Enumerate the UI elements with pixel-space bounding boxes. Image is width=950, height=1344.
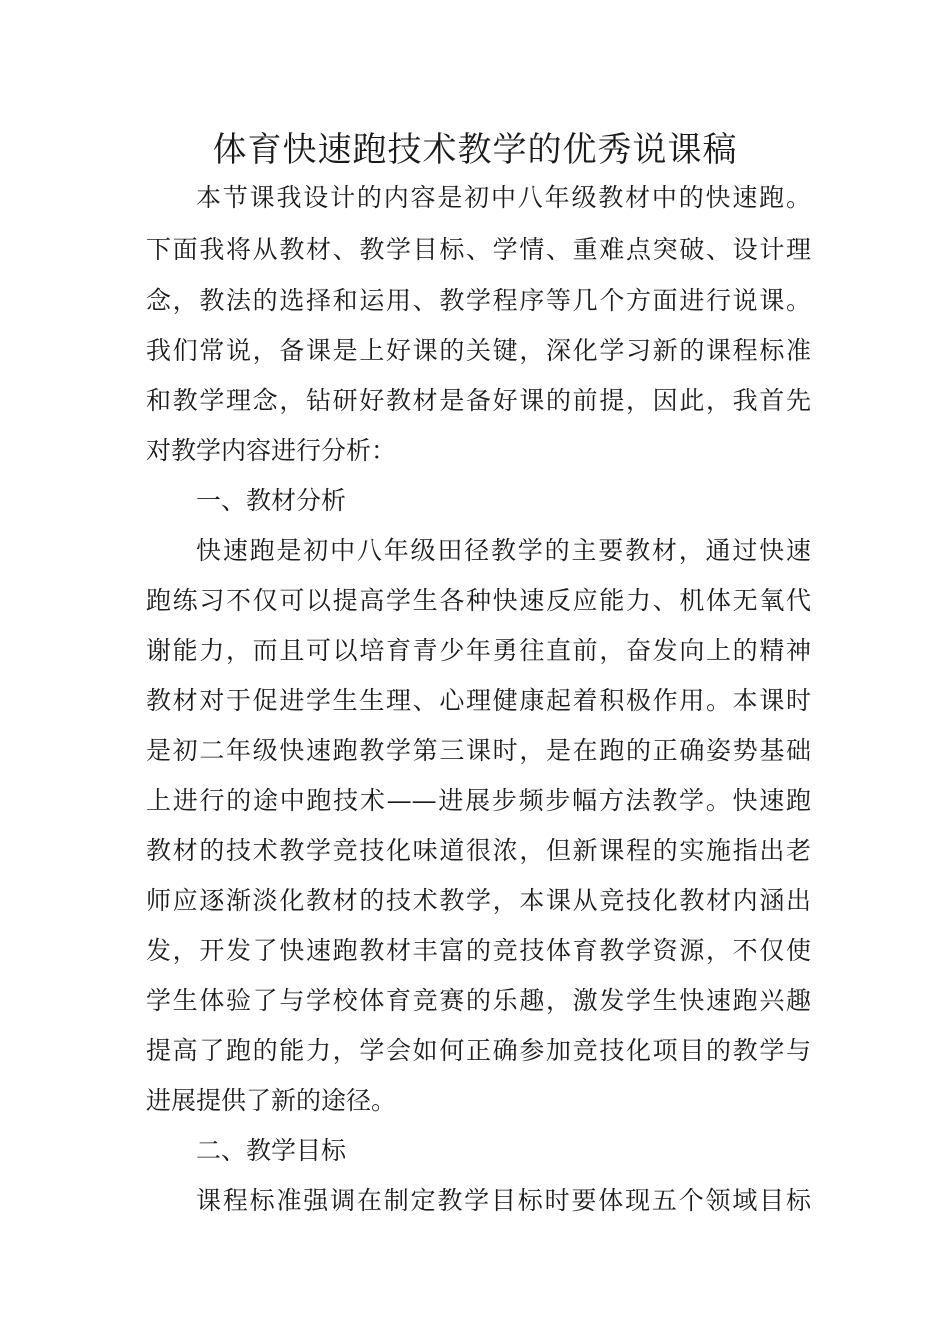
paragraph-line: 本节课我设计的内容是初中八年级教材中的快速跑。 — [196, 183, 811, 212]
paragraph-line: 对教学内容进行分析： — [146, 436, 397, 465]
paragraph-line: 下面我将从教材、教学目标、学情、重难点突破、设计理 — [146, 235, 811, 264]
paragraph-line: 上进行的途中跑技术——进展步频步幅方法教学。快速跑 — [146, 786, 811, 815]
paragraph-line: 念，教法的选择和运用、教学程序等几个方面进行说课。 — [146, 286, 811, 315]
document-title: 体育快速跑技术教学的优秀说课稿 — [212, 130, 738, 170]
paragraph-line: 进展提供了新的途径。 — [146, 1086, 397, 1115]
paragraph-line: 学生体验了与学校体育竞赛的乐趣，激发学生快速跑兴趣 — [146, 986, 811, 1015]
paragraph-line: 谢能力，而且可以培育青少年勇往直前，奋发向上的精神 — [146, 636, 811, 665]
section-heading: 二、教学目标 — [196, 1136, 347, 1165]
paragraph-line: 教材对于促进学生生理、心理健康起着积极作用。本课时 — [146, 686, 811, 715]
paragraph-line: 提高了跑的能力，学会如何正确参加竞技化项目的教学与 — [146, 1036, 811, 1065]
paragraph-line: 快速跑是初中八年级田径教学的主要教材，通过快速 — [196, 536, 811, 565]
paragraph-line: 和教学理念，钻研好教材是备好课的前提，因此，我首先 — [146, 386, 811, 415]
paragraph-line: 跑练习不仅可以提高学生各种快速反应能力、机体无氧代 — [146, 586, 811, 615]
paragraph-line: 是初二年级快速跑教学第三课时，是在跑的正确姿势基础 — [146, 736, 811, 765]
paragraph-line: 课程标准强调在制定教学目标时要体现五个领域目标 — [196, 1186, 811, 1215]
paragraph-line: 师应逐渐淡化教材的技术教学，本课从竞技化教材内涵出 — [146, 886, 811, 915]
section-heading: 一、教材分析 — [196, 486, 347, 515]
paragraph-line: 发，开发了快速跑教材丰富的竞技体育教学资源，不仅使 — [146, 936, 811, 965]
paragraph-line: 我们常说，备课是上好课的关键，深化学习新的课程标准 — [146, 336, 811, 365]
paragraph-line: 教材的技术教学竞技化味道很浓，但新课程的实施指出老 — [146, 836, 811, 865]
